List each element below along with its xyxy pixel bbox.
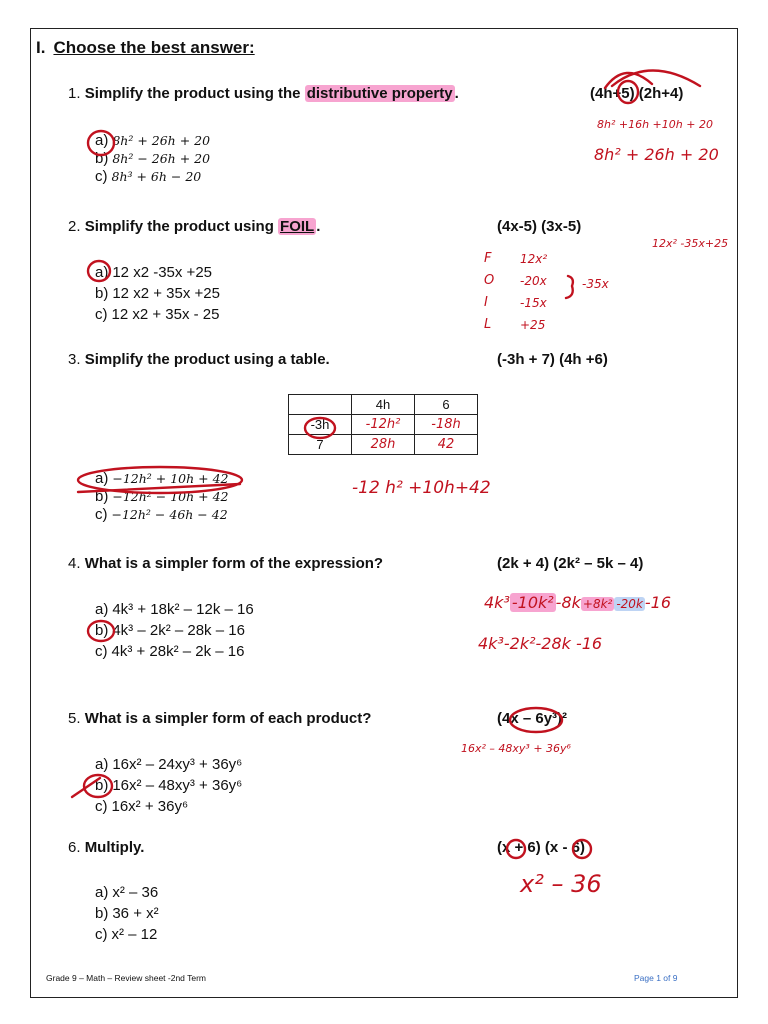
table-col-header: 4h — [352, 395, 415, 415]
question-1-options — [95, 132, 210, 186]
question-6-expression: (x + 6) (x - 6) — [497, 839, 585, 856]
table-col-header: 6 — [415, 395, 478, 415]
q4-handwritten-expansion: 4k³ -10k² -8k +8k² -20k -16 — [484, 593, 672, 612]
option-c[interactable]: c) 4k³ + 28k² – 2k – 16 — [95, 643, 245, 660]
q2-foil-terms: 12x² -20x -15x +25 — [520, 252, 548, 332]
option-c[interactable]: c) x² – 12 — [95, 926, 158, 943]
q2-handwritten-result: 12x² -35x+25 — [652, 237, 729, 250]
question-4: 4. What is a simpler form of the expression? — [68, 555, 384, 572]
question-3-expression: (-3h + 7) (4h +6) — [497, 351, 608, 368]
option-a[interactable]: a) 4k³ + 18k² – 12k – 16 — [95, 601, 254, 618]
q1-handwritten-result: 8h² + 26h + 20 — [594, 145, 719, 164]
table-cell: -12h² — [352, 415, 415, 435]
question-5-expression: (4x – 6y³)² — [497, 710, 568, 727]
option-a[interactable]: a) 12 x2 -35x +25 — [95, 264, 212, 281]
q3-multiplication-table — [288, 394, 478, 455]
footer-page-number: Page 1 of 9 — [634, 973, 678, 983]
option-b[interactable]: b) 16x² – 48xy³ + 36y⁶ — [95, 777, 243, 794]
question-5-options — [95, 754, 242, 817]
q2-foil-letters: F O I L — [484, 251, 495, 332]
question-4-options — [95, 599, 254, 662]
question-5: 5. What is a simpler form of each product? — [68, 710, 372, 727]
q3-handwritten-result: -12 h² +10h+42 — [352, 478, 491, 498]
option-c[interactable]: c) 8h³ + 6h − 20 — [95, 168, 202, 185]
footer-course-label: Grade 9 – Math – Review sheet -2nd Term — [46, 973, 207, 983]
question-6-options — [95, 882, 159, 945]
section-title: I. Choose the best answer: — [36, 38, 255, 57]
question-1-expression: (4h+5) (2h+4) — [590, 85, 684, 102]
question-2-expression: (4x-5) (3x-5) — [497, 218, 582, 235]
q2-middle-sum: -35x — [582, 277, 609, 291]
q6-handwritten-result: x² – 36 — [520, 870, 602, 898]
option-c[interactable]: c) 16x² + 36y⁶ — [95, 798, 189, 815]
option-a[interactable]: a) −12h² + 10h + 42 — [95, 470, 229, 487]
question-6: 6. Multiply. — [68, 839, 145, 856]
table-cell: 28h — [352, 435, 415, 455]
table-row-header: 7 — [289, 435, 352, 455]
table-cell: 42 — [415, 435, 478, 455]
table-cell: -18h — [415, 415, 478, 435]
option-b[interactable]: b) 12 x2 + 35x +25 — [95, 285, 220, 302]
table-corner — [289, 395, 352, 415]
option-b[interactable]: b) −12h² − 10h + 42 — [95, 488, 229, 505]
table-row-header: -3h — [289, 415, 352, 435]
question-4-expression: (2k + 4) (2k² – 5k – 4) — [497, 555, 644, 572]
question-1: 1. Simplify the product using the distributive property . — [68, 85, 459, 102]
q1-handwritten-step: 8h² +16h +10h + 20 — [597, 118, 713, 131]
option-a[interactable]: a) 16x² – 24xy³ + 36y⁶ — [95, 756, 243, 773]
option-a[interactable]: a) 8h² + 26h + 20 — [95, 132, 211, 149]
q4-handwritten-result: 4k³-2k²-28k -16 — [478, 634, 603, 653]
option-c[interactable]: c) 12 x2 + 35x - 25 — [95, 306, 220, 323]
option-b[interactable]: b) 8h² − 26h + 20 — [95, 150, 211, 167]
question-3: 3. Simplify the product using a table. — [68, 351, 330, 368]
question-2: 2. Simplify the product using FOIL . — [68, 218, 321, 235]
option-b[interactable]: b) 4k³ – 2k² – 28k – 16 — [95, 622, 245, 639]
option-b[interactable]: b) 36 + x² — [95, 905, 159, 922]
question-3-options — [95, 470, 229, 524]
q5-handwritten-result: 16x² – 48xy³ + 36y⁶ — [461, 742, 571, 755]
question-2-options — [95, 262, 220, 325]
option-a[interactable]: a) x² – 36 — [95, 884, 159, 901]
option-c[interactable]: c) −12h² − 46h − 42 — [95, 506, 228, 523]
